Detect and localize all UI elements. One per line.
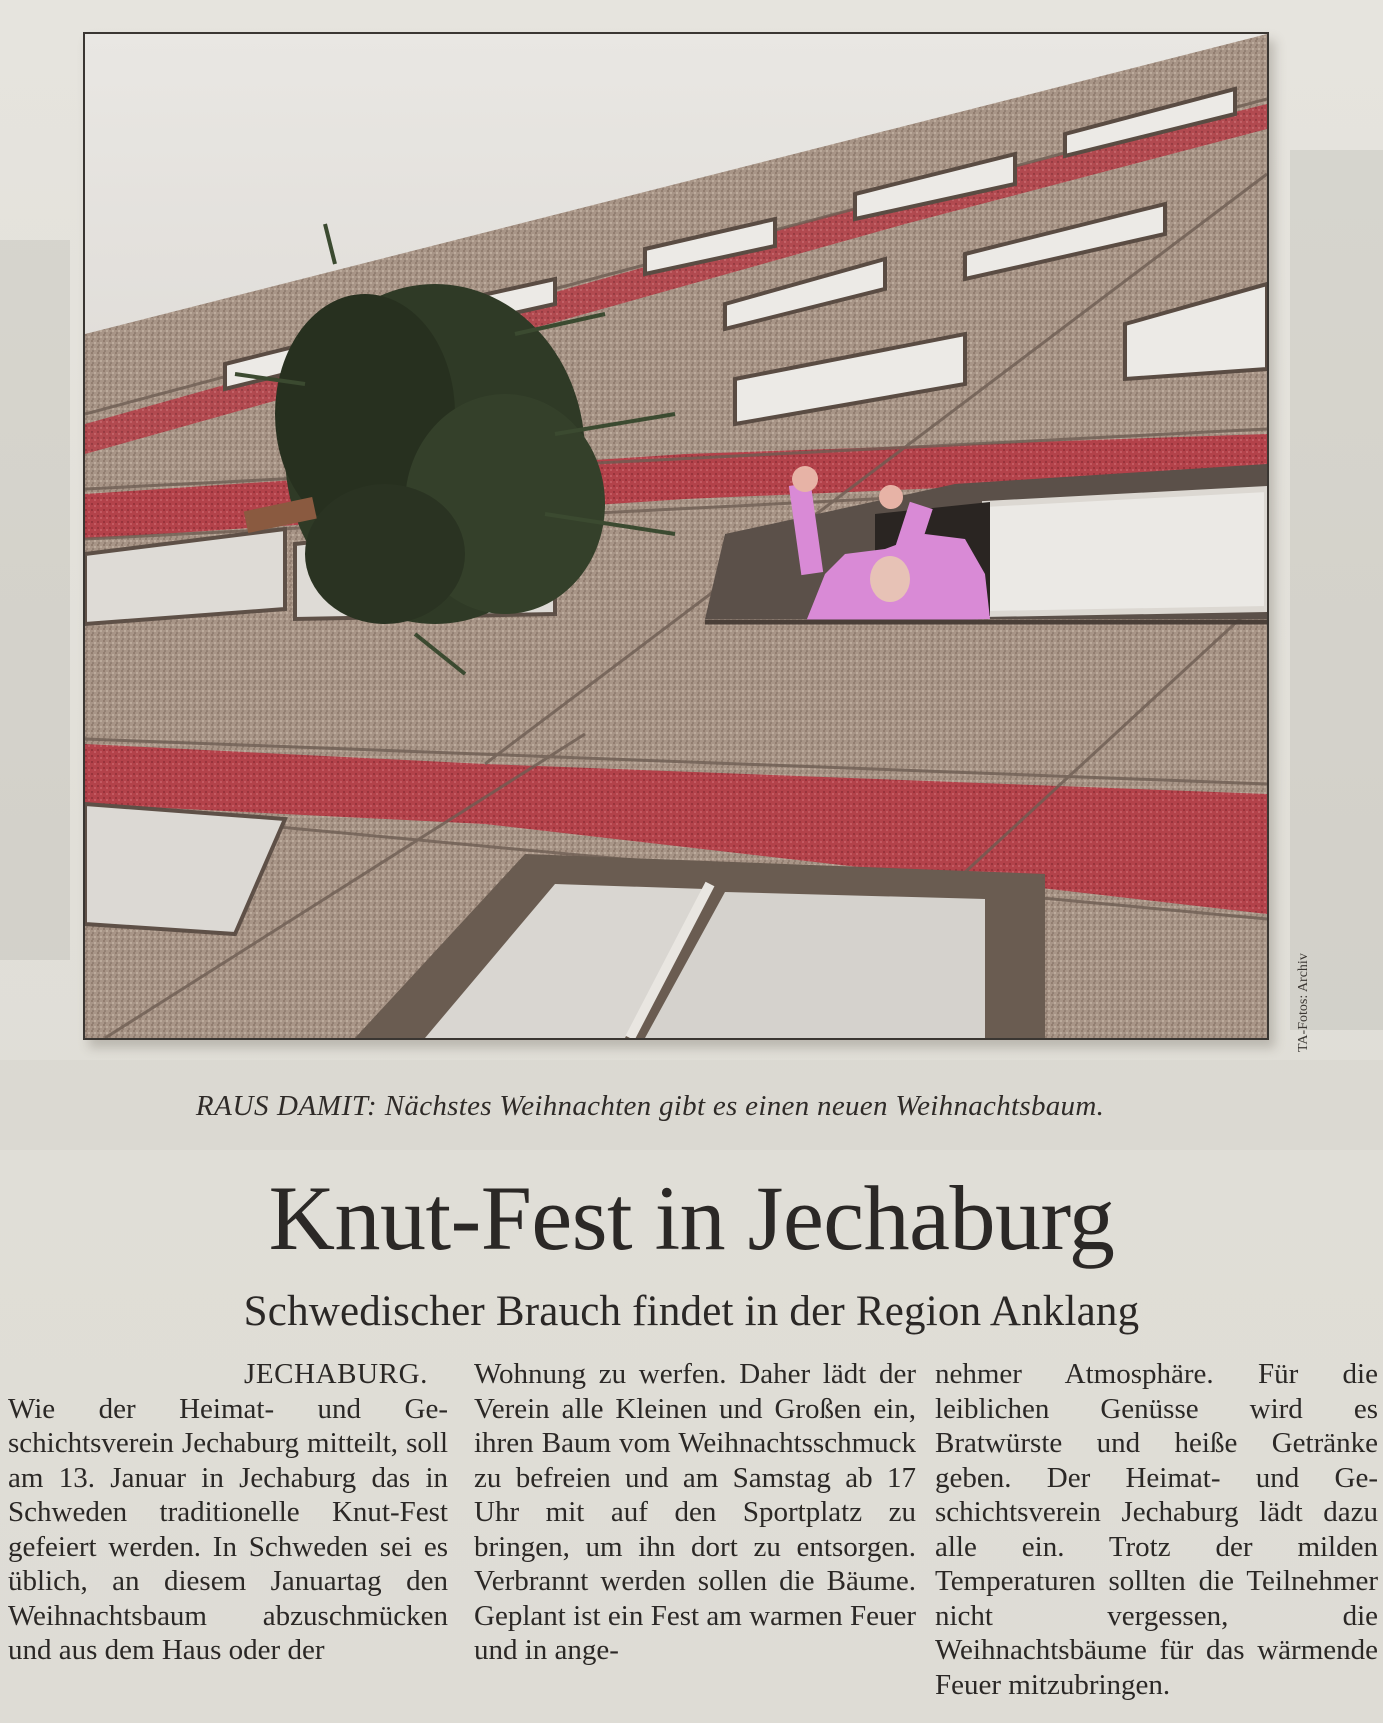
body-column-1 xyxy=(8,1357,448,1668)
article-photo xyxy=(83,32,1269,1040)
article-body xyxy=(8,1357,1378,1707)
bleed-through-strip xyxy=(0,240,70,960)
photo-credit: TA-Fotos: Archiv xyxy=(1296,953,1311,1052)
caption-text: Nächstes Weihnachten gibt es einen neuen Weihnachtsbaum. xyxy=(377,1090,1105,1122)
body-column-3 xyxy=(935,1357,1378,1702)
body-text-column-2: Wohnung zu werfen. Daher lädt der Verein alle Kleinen und Großen ein, ihren Baum vom Weihnachtsschmuck zu befreien und am Samstag ab 17 Uhr mit auf den Sportplatz zu bringen, um ihn dort zu entsorgen. Verbrannt werden sollen die Bäume. Geplant ist ein Fest am warmen Feuer und in ange- xyxy=(474,1358,916,1666)
facade-illustration xyxy=(85,34,1267,1038)
dateline: JECHABURG. xyxy=(243,1358,428,1390)
bleed-through-strip xyxy=(1290,150,1383,1030)
body-text-column-1: Wie der Heimat- und Geschichtsverein Jechaburg mitteilt, soll am 13. Januar in Jechaburg das in Schweden traditionelle Knut-Fest gefeiert werden. In Schweden sei es üblich, an diesem Januartag den Weihnachtsbaum abzuschmücken und aus dem Haus oder der xyxy=(8,1392,448,1666)
subheadline: Schwedischer Brauch findet in der Region Anklang xyxy=(243,1288,1140,1335)
photo-caption xyxy=(0,1090,1300,1123)
body-text-column-3: nehmer Atmosphäre. Für die leiblichen Genüsse wird es Bratwürste und heiße Getränke geben. Der Heimat- und Geschichtsverein Jechaburg lädt dazu alle ein. Trotz der milden Temperaturen sollten die Teilnehmer nicht vergessen, die Weihnachtsbäume für das wärmende Feuer mitzubringen. xyxy=(935,1358,1378,1701)
headline: Knut-Fest in Jechaburg xyxy=(268,1167,1115,1269)
caption-kicker: RAUS DAMIT: xyxy=(195,1090,378,1122)
body-column-2 xyxy=(474,1357,916,1668)
